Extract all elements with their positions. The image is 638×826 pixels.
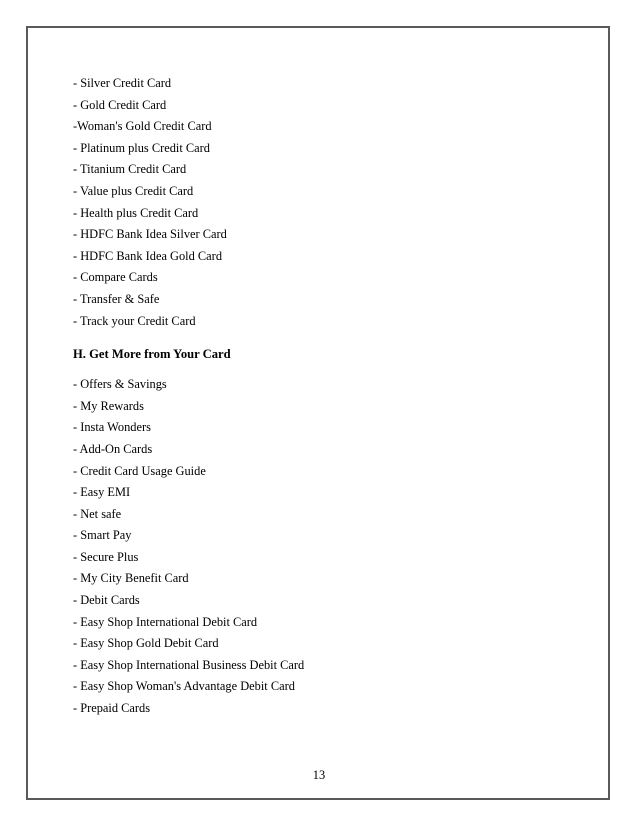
list-item: - Value plus Credit Card bbox=[73, 183, 194, 198]
list-item: - Easy Shop Gold Debit Card bbox=[73, 636, 219, 651]
list-item: - Easy Shop Woman's Advantage Debit Card bbox=[73, 679, 295, 694]
list-item: - Prepaid Cards bbox=[73, 701, 151, 716]
list-item: - Track your Credit Card bbox=[73, 313, 196, 328]
list-item: - Easy Shop International Debit Card bbox=[73, 614, 258, 629]
credit-card-list bbox=[73, 73, 593, 332]
page-number: 13 bbox=[312, 768, 326, 782]
list-item: - Easy Shop International Business Debit Card bbox=[73, 657, 305, 672]
list-item: - Credit Card Usage Guide bbox=[73, 463, 206, 478]
list-item: - Titanium Credit Card bbox=[73, 162, 187, 177]
list-item: - My Rewards bbox=[73, 398, 144, 413]
list-item: - My City Benefit Card bbox=[73, 571, 189, 586]
page-content bbox=[73, 73, 593, 720]
list-item: - Transfer & Safe bbox=[73, 291, 160, 306]
list-item: - Platinum plus Credit Card bbox=[73, 140, 210, 155]
list-item: - HDFC Bank Idea Silver Card bbox=[73, 227, 227, 242]
list-item: - Silver Credit Card bbox=[73, 76, 172, 90]
card-benefits-list bbox=[73, 374, 593, 720]
list-item: -Woman's Gold Credit Card bbox=[73, 119, 212, 134]
list-item: - HDFC Bank Idea Gold Card bbox=[73, 248, 223, 263]
list-item: - Secure Plus bbox=[73, 549, 139, 564]
list-item: - Health plus Credit Card bbox=[73, 205, 199, 220]
list-item: - Add-On Cards bbox=[73, 441, 153, 456]
list-item: - Insta Wonders bbox=[73, 420, 151, 435]
list-item: - Offers & Savings bbox=[73, 377, 167, 392]
section-heading: H. Get More from Your Card bbox=[73, 347, 231, 362]
list-item: - Compare Cards bbox=[73, 270, 158, 285]
list-item: - Gold Credit Card bbox=[73, 97, 167, 112]
list-item: - Easy EMI bbox=[73, 485, 131, 500]
list-item: - Smart Pay bbox=[73, 528, 132, 543]
list-item: - Net safe bbox=[73, 506, 122, 521]
list-item: - Debit Cards bbox=[73, 593, 140, 608]
